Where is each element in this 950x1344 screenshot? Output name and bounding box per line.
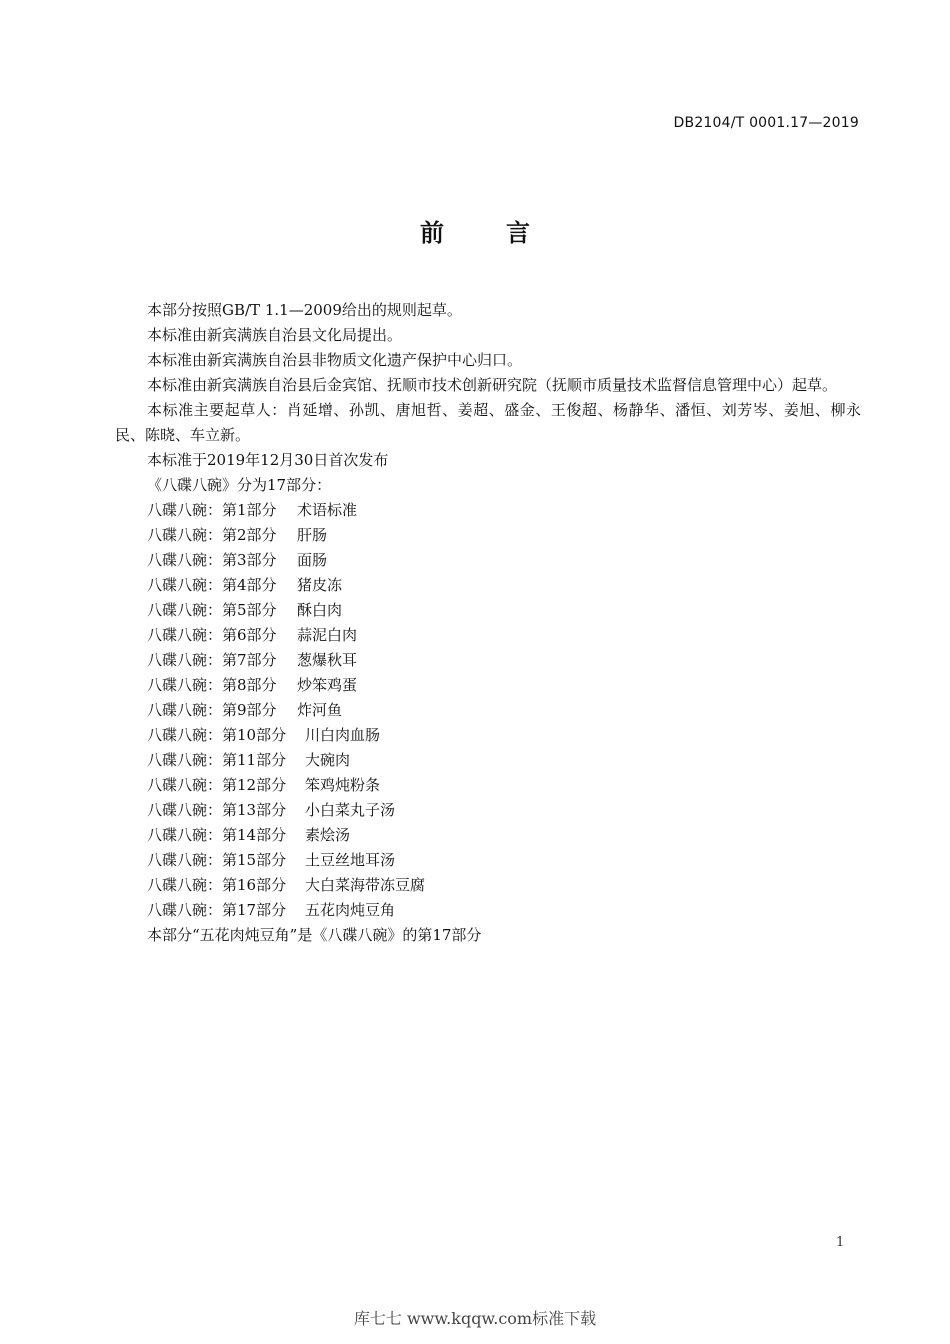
list-item — [115, 573, 861, 598]
part-prefix: 八碟八碗：第1部分 — [147, 501, 277, 519]
list-item — [115, 498, 861, 523]
part-prefix: 八碟八碗：第10部分 — [147, 726, 287, 744]
part-prefix: 八碟八碗：第14部分 — [147, 826, 287, 844]
part-prefix: 八碟八碗：第2部分 — [147, 526, 277, 544]
page-title — [0, 213, 950, 248]
part-name: 炸河鱼 — [297, 701, 343, 719]
part-prefix: 八碟八碗：第7部分 — [147, 651, 277, 669]
list-item — [115, 773, 861, 798]
page-number: 1 — [836, 1235, 845, 1250]
list-item — [115, 548, 861, 573]
list-item — [115, 873, 861, 898]
part-prefix: 八碟八碗：第12部分 — [147, 776, 287, 794]
paragraph-proposer: 本标准由新宾满族自治县文化局提出。 — [147, 326, 403, 344]
list-item — [115, 848, 861, 873]
part-name: 猪皮冻 — [297, 576, 343, 594]
part-name: 笨鸡炖粉条 — [305, 776, 381, 794]
document-code: DB2104/T 0001.17—2019 — [673, 115, 859, 131]
part-name: 小白菜丸子汤 — [305, 801, 396, 819]
part-prefix: 八碟八碗：第13部分 — [147, 801, 287, 819]
part-prefix: 八碟八碗：第9部分 — [147, 701, 277, 719]
paragraph-drafters: 本标准主要起草人：肖延增、孙凯、唐旭哲、姜超、盛金、王俊超、杨静华、潘恒、刘芳岑、姜旭、柳永民、陈晓、车立新。 — [115, 401, 861, 444]
page-title-char-1: 前 — [420, 219, 444, 247]
part-name: 大碗肉 — [305, 751, 351, 769]
paragraph-parts-intro: 《八碟八碗》分为17部分： — [147, 476, 332, 494]
part-prefix: 八碟八碗：第8部分 — [147, 676, 277, 694]
list-item — [115, 798, 861, 823]
part-name: 面肠 — [297, 551, 328, 569]
part-name: 肝肠 — [297, 526, 328, 544]
part-prefix: 八碟八碗：第15部分 — [147, 851, 287, 869]
paragraph-centralized-unit: 本标准由新宾满族自治县非物质文化遗产保护中心归口。 — [147, 351, 523, 369]
part-name: 土豆丝地耳汤 — [305, 851, 396, 869]
paragraph-drafting-rules: 本部分按照GB/T 1.1—2009给出的规则起草。 — [147, 301, 462, 319]
part-name: 术语标准 — [297, 501, 358, 519]
paragraph-closing: 本部分“五花肉炖豆角”是《八碟八碗》的第17部分 — [147, 926, 482, 944]
paragraph-drafting-units: 本标准由新宾满族自治县后金宾馆、抚顺市技术创新研究院（抚顺市质量技术监督信息管理中心）起草。 — [147, 376, 838, 394]
part-name: 素烩汤 — [305, 826, 351, 844]
list-item — [115, 623, 861, 648]
part-prefix: 八碟八碗：第3部分 — [147, 551, 277, 569]
part-name: 炒笨鸡蛋 — [297, 676, 358, 694]
part-name: 葱爆秋耳 — [297, 651, 358, 669]
foreword-body — [115, 298, 861, 948]
list-item — [115, 648, 861, 673]
part-name: 蒜泥白肉 — [297, 626, 358, 644]
list-item — [115, 748, 861, 773]
list-item — [115, 823, 861, 848]
list-item — [115, 598, 861, 623]
part-prefix: 八碟八碗：第17部分 — [147, 901, 287, 919]
paragraph-release-date: 本标准于2019年12月30日首次发布 — [147, 451, 389, 469]
part-name: 五花肉炖豆角 — [305, 901, 396, 919]
part-prefix: 八碟八碗：第4部分 — [147, 576, 277, 594]
list-item — [115, 673, 861, 698]
list-item — [115, 723, 861, 748]
list-item — [115, 698, 861, 723]
page-title-char-2: 言 — [506, 219, 530, 247]
part-name: 大白菜海带冻豆腐 — [305, 876, 426, 894]
watermark-footer: 库七七 www.kqqw.com标准下载 — [353, 1309, 597, 1328]
part-prefix: 八碟八碗：第5部分 — [147, 601, 277, 619]
part-name: 酥白肉 — [297, 601, 343, 619]
part-name: 川白肉血肠 — [305, 726, 381, 744]
part-prefix: 八碟八碗：第16部分 — [147, 876, 287, 894]
list-item — [115, 523, 861, 548]
list-item — [115, 898, 861, 923]
part-prefix: 八碟八碗：第6部分 — [147, 626, 277, 644]
part-prefix: 八碟八碗：第11部分 — [147, 751, 287, 769]
